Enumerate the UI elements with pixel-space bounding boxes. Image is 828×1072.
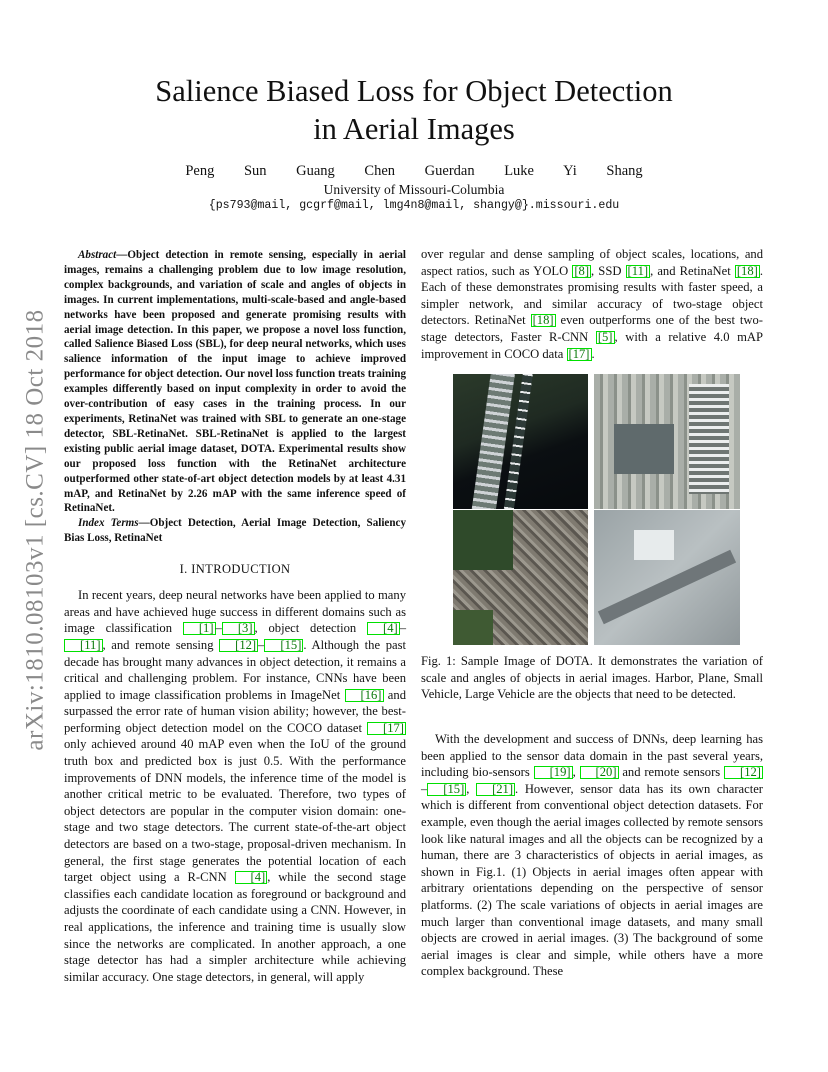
aerial-image-vehicles [594, 374, 740, 509]
right-column-top [421, 246, 763, 362]
arxiv-stamp: arXiv:1810.08103v1 [cs.CV] 18 Oct 2018 [22, 309, 50, 751]
index-terms-label: Index Terms [78, 517, 139, 530]
citation-link[interactable]: [4] [367, 622, 400, 635]
paragraph: over regular and dense sampling of object scales, locations, and aspect ratios, such as YOLO [8] , SSD [11] , and RetinaNet [18] . Each of these demonstrates promising results with faster speed, a simpler network, and similar accuracy of two-stage object detectors. RetinaNet [18] even outperforms one of the best two-stage detectors, Faster R-CNN [5] , with a relative 4.0 mAP improvement in COCO data [17] . [421, 247, 763, 361]
citation-link[interactable]: [12] [219, 639, 258, 652]
citation-link[interactable]: [11] [627, 263, 649, 278]
author: Guerdan Luke [424, 163, 534, 179]
figure-caption: Fig. 1: Sample Image of DOTA. It demonstrates the variation of scale and angles of objects in aerial images. Harbor, Plane, Small Vehicle, Large Vehicle are the objects that need to be detected. [421, 654, 763, 702]
left-column [64, 248, 406, 985]
citation-link[interactable]: [15] [427, 783, 466, 796]
citation-link[interactable]: [12] [724, 766, 763, 779]
citation-link[interactable]: [11] [64, 639, 103, 652]
citation-link[interactable]: [3] [222, 622, 255, 635]
citation-link[interactable]: [21] [476, 783, 515, 796]
abstract [64, 248, 406, 516]
citation-link[interactable]: [8] [574, 263, 590, 278]
aerial-image-airport [594, 510, 740, 645]
citation-link[interactable]: [4] [235, 871, 268, 884]
section-heading: I. INTRODUCTION [179, 562, 291, 577]
citation-link[interactable]: [17] [367, 722, 406, 735]
citation-link[interactable]: [20] [580, 766, 619, 779]
right-column-bottom [421, 731, 763, 980]
paper-title [80, 72, 748, 148]
abstract-text: —Object detection in remote sensing, especially in aerial images, remains a challenging problem due to low image resolution, complex backgrounds, and variation of scale and angles of objects in images. In current implementations, multi-scale-based and angle-based networks have been proposed and generate promising results with aerial image detection. In this paper, we propose a novel loss function, called Salience Biased Loss (SBL), for deep neural networks, which uses salience information of the input image to achieve improved performance for object detection. Our novel loss function treats training examples differently based on input complexity in order to avoid the over-contribution of easy cases in the training process. In our experiments, RetinaNet was trained with SBL to generate an one-stage detector, SBL-RetinaNet. SBL-RetinaNet is applied to the largest existing public aerial image dataset, DOTA. Experimental results show our proposed loss function with the RetinaNet architecture outperformed other state-of-art object detection models by at least 4.31 mAP, and RetinaNet by 2.26 mAP with the same inference speed of RetinaNet. [64, 249, 406, 515]
author: Yi Shang [563, 163, 643, 179]
citation-link[interactable]: [1] [183, 622, 216, 635]
aerial-image-harbor [453, 374, 588, 509]
citation-link[interactable]: [5] [597, 329, 613, 344]
citation-link[interactable]: [17] [568, 346, 590, 361]
abstract-label: Abstract [78, 249, 117, 261]
citation-link[interactable]: [18] [532, 313, 554, 328]
citation-link[interactable]: [18] [736, 263, 758, 278]
index-terms [64, 516, 406, 546]
title-line-2: in Aerial Images [313, 112, 515, 146]
author: Peng Sun [185, 163, 267, 179]
intro-paragraph: In recent years, deep neural networks have been applied to many areas and have achieved huge success in different domains such as image classification [1] – [3] , object detection [4] –[11] , and remote sensing [12] – [15] . Although the past decade has brought many advances in object detection, it remains a critical and challenging problem. For instance, CNNs have been applied to image classification problems in ImageNet [16] and surpassed the error rate of human vision ability; however, the best-performing object detection model on the COCO dataset [17] only achieved around 40 mAP even when the IoU of the ground truth box and predicted box is just 0.5. With the performance improvements of DNN models, the inference time of the model is another critical metric to be evaluated. Therefore, two types of object detectors are popular in the computer vision domain: one-stage and two stage detectors. The current state-of-the-art object detectors are based on a two-stage, proposal-driven mechanism. In general, the first stage generates the potential location of each target object using a R-CNN [4] , while the second stage classifies each candidate location as foreground or background and adjusts the coordinate of each candidate using a CNN. However, in real applications, the inference and training time is usually slow since the networks are complicated. In another approach, a one stage detector has had a simpler architecture while achieving similar accuracy. One stage detectors, in general, will apply [64, 588, 406, 984]
author: Guang Chen [296, 163, 396, 179]
paragraph: With the development and success of DNNs, deep learning has been applied to the sensor data domain in the past several years, including bio-sensors [19] , [20] and remote sensors [12]– [15] , [21] . However, sensor data has its own character which is different from conventional object detection datasets. For example, even though the aerial images collected by remote sensors look like natural images and all the objects can be recognized by a human, there are 3 characteristics of objects in aerial images, as shown in Fig.1. (1) Objects in aerial images often appear with arbitrary orientations depending on the perspective of sensor platforms. (2) The scale variations of objects in aerial images are much larger than conventional image datasets, and many small objects are crowed in aerial images. (3) The background of some aerial images is clear and simple, while others have a more complex background. These [421, 732, 764, 979]
figure-dota-samples [453, 374, 740, 645]
index-terms-text: —Object Detection, Aerial Image Detection, Saliency Bias Loss, RetinaNet [64, 517, 406, 545]
citation-link[interactable]: [16] [345, 689, 384, 702]
citation-link[interactable]: [19] [534, 766, 573, 779]
authors [80, 163, 748, 180]
emails: {ps793@mail, gcgrf@mail, lmg4n8@mail, shangy@}.missouri.edu [208, 199, 620, 212]
title-line-1: Salience Biased Loss for Object Detection [155, 74, 673, 108]
citation-link[interactable]: [15] [264, 639, 303, 652]
affiliation: University of Missouri-Columbia [323, 182, 505, 197]
aerial-image-parking [453, 510, 588, 645]
